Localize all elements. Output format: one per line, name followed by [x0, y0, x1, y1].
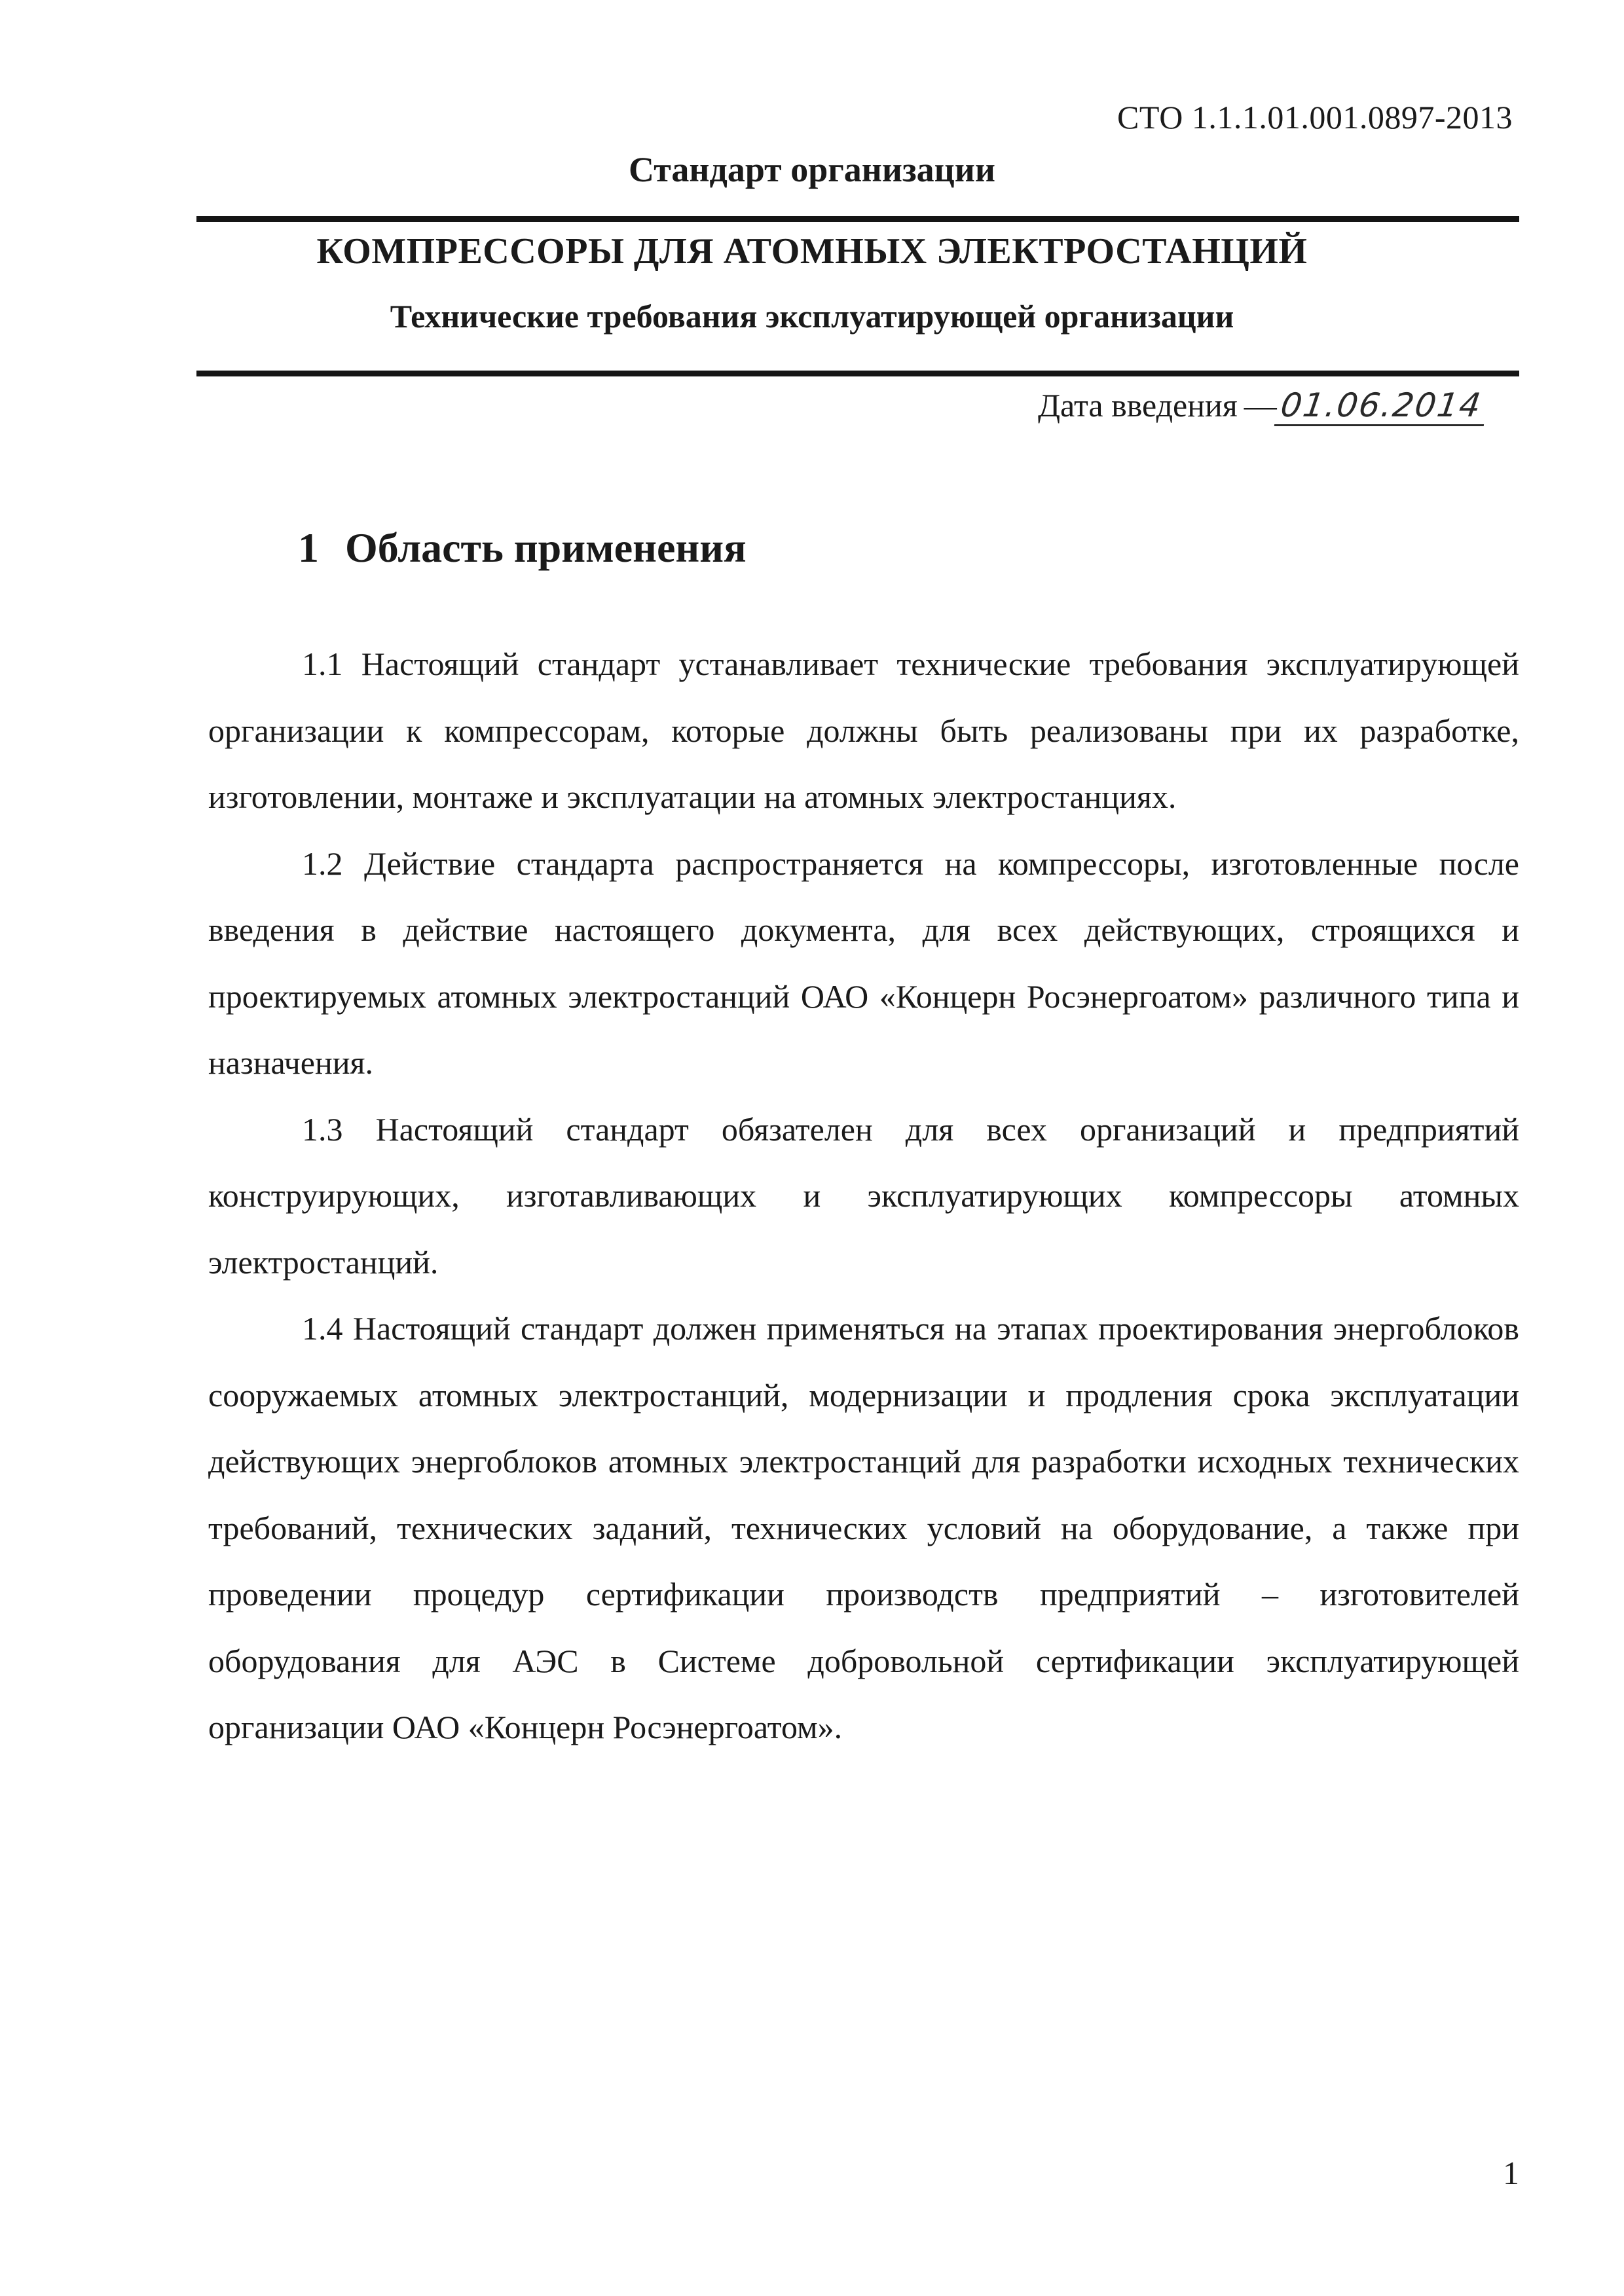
top-divider [196, 216, 1519, 222]
page-number: 1 [1503, 2155, 1519, 2191]
paragraph-1-2: 1.2 Действие стандарта распространяется на компрессоры, изготовленные после введения в действие настоящего документа, для всех действующих, строящихся и проектируемых атомных электростанций ОАО «Концерн Росэнергоатом» различного типа и назначения. [208, 845, 1519, 1081]
document-subtitle: Технические требования эксплуатирующей организации [390, 298, 1234, 335]
paragraph-1-4: 1.4 Настоящий стандарт должен применяться на этапах проектирования энергоблоков сооружаемых атомных электростанций, модернизации и продления срока эксплуатации действующих энергоблоков атомных электростанций для разработки исходных технических требований, технических заданий, технических условий на оборудование, а также при проведении процедур сертификации производств предприятий – изготовителей оборудования для АЭС в Системе добровольной сертификации эксплуатирующей организации ОАО «Концерн Росэнергоатом». [208, 1310, 1519, 1745]
document-title: КОМПРЕССОРЫ ДЛЯ АТОМНЫХ ЭЛЕКТРОСТАНЦИЙ [316, 231, 1308, 272]
organization-standard-title: Стандарт организации [628, 150, 996, 189]
paragraph-1-1: 1.1 Настоящий стандарт устанавливает технические требования эксплуатирующей организации к компрессорам, которые должны быть реализованы при их разработке, изготовлении, монтаже и эксплуатации на атомных электростанциях. [208, 646, 1519, 815]
section-heading [298, 524, 747, 572]
document-code: СТО 1.1.1.01.001.0897-2013 [1117, 99, 1513, 136]
introduction-date [1038, 386, 1486, 426]
section-number: 1 [298, 524, 319, 571]
introduction-date-label: Дата введения [1037, 387, 1238, 424]
bottom-divider [196, 371, 1519, 376]
section-body [208, 631, 1519, 1761]
paragraph-1-3: 1.3 Настоящий стандарт обязателен для всех организаций и предприятий конструирующих, изготавливающих и эксплуатирующих компрессоры атомных электростанций. [208, 1110, 1519, 1281]
introduction-date-dash: — [1244, 387, 1277, 424]
section-title: Область применения [345, 524, 747, 571]
introduction-date-handwritten-value: 01.06.2014 [1274, 386, 1489, 426]
